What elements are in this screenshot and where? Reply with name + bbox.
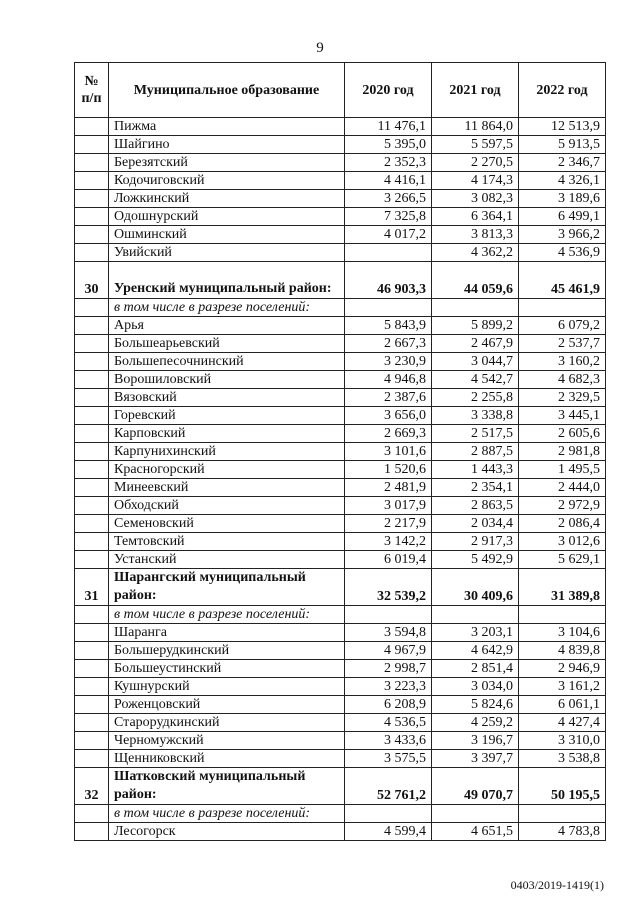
value-2022: 3 310,0 [519,732,606,750]
value-2022: 45 461,9 [519,262,606,299]
value-2021: 2 467,9 [432,335,519,353]
value-2022: 2 605,6 [519,425,606,443]
value-2021: 30 409,6 [432,569,519,606]
municipality-name: Шайгино [109,136,345,154]
value-2021: 2 270,5 [432,154,519,172]
district-row [75,768,606,805]
table-row [75,624,606,642]
municipality-name: Большепесочнинский [109,353,345,371]
value-2020: 52 761,2 [345,768,432,805]
value-2022: 5 913,5 [519,136,606,154]
value-2021: 2 034,4 [432,515,519,533]
row-number [75,353,109,371]
value-2021: 5 899,2 [432,317,519,335]
table-row [75,678,606,696]
value-2021: 2 354,1 [432,479,519,497]
municipality-name: Горевский [109,407,345,425]
value-2022: 4 536,9 [519,244,606,262]
table-row [75,515,606,533]
municipality-name: Ошминский [109,226,345,244]
value-2021: 2 255,8 [432,389,519,407]
row-number [75,335,109,353]
value-2020 [345,244,432,262]
value-2021: 5 824,6 [432,696,519,714]
row-number [75,226,109,244]
value-2021: 4 542,7 [432,371,519,389]
value-2021: 3 397,7 [432,750,519,768]
municipality-name: Лесогорск [109,823,345,841]
row-number [75,624,109,642]
row-number [75,425,109,443]
value-2022: 4 326,1 [519,172,606,190]
municipality-name: Карпунихинский [109,443,345,461]
table-row [75,244,606,262]
municipality-name: Ворошиловский [109,371,345,389]
table-row [75,407,606,425]
municipality-name: в том числе в разрезе поселений: [109,606,345,624]
header-2020: 2020 год [345,63,432,118]
value-2022: 6 061,1 [519,696,606,714]
value-2022: 2 444,0 [519,479,606,497]
row-number [75,732,109,750]
municipality-name: Роженцовский [109,696,345,714]
row-number [75,696,109,714]
table-row [75,551,606,569]
table-row [75,750,606,768]
municipality-name: Шатковский муниципальный район: [109,768,345,805]
value-2021: 49 070,7 [432,768,519,805]
table-row [75,317,606,335]
value-2021: 4 642,9 [432,642,519,660]
row-number [75,678,109,696]
value-2022: 3 189,6 [519,190,606,208]
value-2020: 4 967,9 [345,642,432,660]
row-number [75,497,109,515]
table-row [75,732,606,750]
value-2022: 3 160,2 [519,353,606,371]
row-number [75,805,109,823]
municipality-name: Шарангский муниципальный район: [109,569,345,606]
value-2021: 4 651,5 [432,823,519,841]
subheading-row [75,805,606,823]
subheading-row [75,299,606,317]
value-2020: 2 217,9 [345,515,432,533]
row-number [75,299,109,317]
value-2020: 3 142,2 [345,533,432,551]
value-2022: 3 445,1 [519,407,606,425]
table-row [75,389,606,407]
municipality-name: Темтовский [109,533,345,551]
row-number [75,371,109,389]
municipality-name: Кодочиговский [109,172,345,190]
page-number: 9 [316,40,324,56]
value-2022: 2 329,5 [519,389,606,407]
municipality-name: Щенниковский [109,750,345,768]
value-2022: 2 086,4 [519,515,606,533]
value-2022: 3 538,8 [519,750,606,768]
value-2020: 3 017,9 [345,497,432,515]
municipality-name: в том числе в разрезе поселений: [109,805,345,823]
value-2022: 4 427,4 [519,714,606,732]
value-2022: 2 346,7 [519,154,606,172]
value-2020: 6 019,4 [345,551,432,569]
value-2022: 50 195,5 [519,768,606,805]
value-2020 [345,606,432,624]
municipality-name: Березятский [109,154,345,172]
table-row [75,479,606,497]
municipality-name: Большеустинский [109,660,345,678]
row-number [75,533,109,551]
municipality-name: Одошнурский [109,208,345,226]
municipality-name: Черномужский [109,732,345,750]
municipality-name: Пижма [109,118,345,136]
row-number [75,190,109,208]
value-2022: 2 946,9 [519,660,606,678]
value-2022 [519,606,606,624]
value-2022: 4 783,8 [519,823,606,841]
municipality-name: Карповский [109,425,345,443]
row-number [75,317,109,335]
value-2021: 3 203,1 [432,624,519,642]
table-row [75,660,606,678]
row-number [75,118,109,136]
table-row [75,136,606,154]
table-row [75,172,606,190]
row-number [75,551,109,569]
value-2022: 4 839,8 [519,642,606,660]
table-row [75,353,606,371]
value-2020: 4 536,5 [345,714,432,732]
value-2020: 4 017,2 [345,226,432,244]
header-municipality: Муниципальное образование [109,63,345,118]
municipality-name: Устанский [109,551,345,569]
value-2021: 3 082,3 [432,190,519,208]
value-2022: 2 972,9 [519,497,606,515]
row-number [75,172,109,190]
value-2020: 2 352,3 [345,154,432,172]
value-2020: 1 520,6 [345,461,432,479]
value-2020: 3 223,3 [345,678,432,696]
municipality-name: Вязовский [109,389,345,407]
table-row [75,208,606,226]
value-2022 [519,299,606,317]
value-2020: 4 946,8 [345,371,432,389]
header-2021: 2021 год [432,63,519,118]
table-row [75,642,606,660]
value-2021: 3 338,8 [432,407,519,425]
municipality-name: Большеарьевский [109,335,345,353]
value-2021: 1 443,3 [432,461,519,479]
value-2021: 2 851,4 [432,660,519,678]
row-number [75,642,109,660]
value-2020: 3 266,5 [345,190,432,208]
row-number [75,443,109,461]
value-2022: 12 513,9 [519,118,606,136]
municipality-name: Старорудкинский [109,714,345,732]
district-row [75,569,606,606]
value-2020: 2 387,6 [345,389,432,407]
value-2020 [345,299,432,317]
value-2021: 4 174,3 [432,172,519,190]
table-row [75,118,606,136]
table-header-row [75,63,606,118]
row-number [75,750,109,768]
value-2021 [432,805,519,823]
municipality-name: Минеевский [109,479,345,497]
row-number [75,208,109,226]
value-2021: 3 196,7 [432,732,519,750]
value-2020: 3 433,6 [345,732,432,750]
value-2020: 2 667,3 [345,335,432,353]
value-2020: 3 230,9 [345,353,432,371]
value-2021: 4 362,2 [432,244,519,262]
table-row [75,461,606,479]
value-2022: 2 537,7 [519,335,606,353]
value-2022: 3 966,2 [519,226,606,244]
value-2022: 3 012,6 [519,533,606,551]
header-number: № п/п [75,63,109,118]
value-2021 [432,299,519,317]
municipality-name: Обходский [109,497,345,515]
table-row [75,425,606,443]
value-2020: 46 903,3 [345,262,432,299]
value-2020: 11 476,1 [345,118,432,136]
municipality-name: Уренский муниципальный район: [109,262,345,299]
value-2020: 6 208,9 [345,696,432,714]
value-2022 [519,805,606,823]
value-2020: 5 395,0 [345,136,432,154]
value-2022: 2 981,8 [519,443,606,461]
table-row [75,226,606,244]
value-2021: 3 034,0 [432,678,519,696]
value-2021: 6 364,1 [432,208,519,226]
value-2022: 3 104,6 [519,624,606,642]
value-2022: 5 629,1 [519,551,606,569]
row-number [75,479,109,497]
value-2022: 6 499,1 [519,208,606,226]
value-2021: 5 492,9 [432,551,519,569]
value-2021: 44 059,6 [432,262,519,299]
document-code: 0403/2019-1419(1) [510,878,604,892]
row-number [75,154,109,172]
row-number: 31 [75,569,109,606]
value-2020: 7 325,8 [345,208,432,226]
value-2020: 3 101,6 [345,443,432,461]
value-2022: 6 079,2 [519,317,606,335]
value-2022: 4 682,3 [519,371,606,389]
value-2020: 2 998,7 [345,660,432,678]
municipality-name: Арья [109,317,345,335]
value-2020: 4 599,4 [345,823,432,841]
municipality-name: в том числе в разрезе поселений: [109,299,345,317]
table-row [75,696,606,714]
table-row [75,190,606,208]
value-2022: 1 495,5 [519,461,606,479]
value-2020: 32 539,2 [345,569,432,606]
table-row [75,443,606,461]
table-row [75,371,606,389]
value-2022: 31 389,8 [519,569,606,606]
municipality-name: Увийский [109,244,345,262]
value-2020: 3 575,5 [345,750,432,768]
table-row [75,335,606,353]
municipality-name: Шаранга [109,624,345,642]
row-number [75,515,109,533]
table-body [75,118,606,841]
municipality-name: Красногорский [109,461,345,479]
value-2021: 5 597,5 [432,136,519,154]
value-2020: 5 843,9 [345,317,432,335]
row-number [75,714,109,732]
row-number: 30 [75,262,109,299]
municipality-name: Ложкинский [109,190,345,208]
row-number [75,823,109,841]
row-number: 32 [75,768,109,805]
value-2021: 3 813,3 [432,226,519,244]
budget-table [74,62,606,841]
value-2020: 3 594,8 [345,624,432,642]
value-2021: 2 917,3 [432,533,519,551]
value-2020: 4 416,1 [345,172,432,190]
table-row [75,714,606,732]
value-2021 [432,606,519,624]
municipality-name: Большерудкинский [109,642,345,660]
municipality-name: Семеновский [109,515,345,533]
value-2020: 2 669,3 [345,425,432,443]
value-2021: 4 259,2 [432,714,519,732]
value-2021: 3 044,7 [432,353,519,371]
value-2020: 2 481,9 [345,479,432,497]
row-number [75,136,109,154]
value-2021: 2 887,5 [432,443,519,461]
row-number [75,407,109,425]
value-2020: 3 656,0 [345,407,432,425]
value-2022: 3 161,2 [519,678,606,696]
table-row [75,154,606,172]
value-2020 [345,805,432,823]
table-row [75,823,606,841]
row-number [75,606,109,624]
value-2021: 2 517,5 [432,425,519,443]
table-row [75,533,606,551]
subheading-row [75,606,606,624]
row-number [75,660,109,678]
table-row [75,497,606,515]
header-2022: 2022 год [519,63,606,118]
value-2021: 11 864,0 [432,118,519,136]
district-row [75,262,606,299]
row-number [75,461,109,479]
municipality-name: Кушнурский [109,678,345,696]
row-number [75,244,109,262]
value-2021: 2 863,5 [432,497,519,515]
row-number [75,389,109,407]
